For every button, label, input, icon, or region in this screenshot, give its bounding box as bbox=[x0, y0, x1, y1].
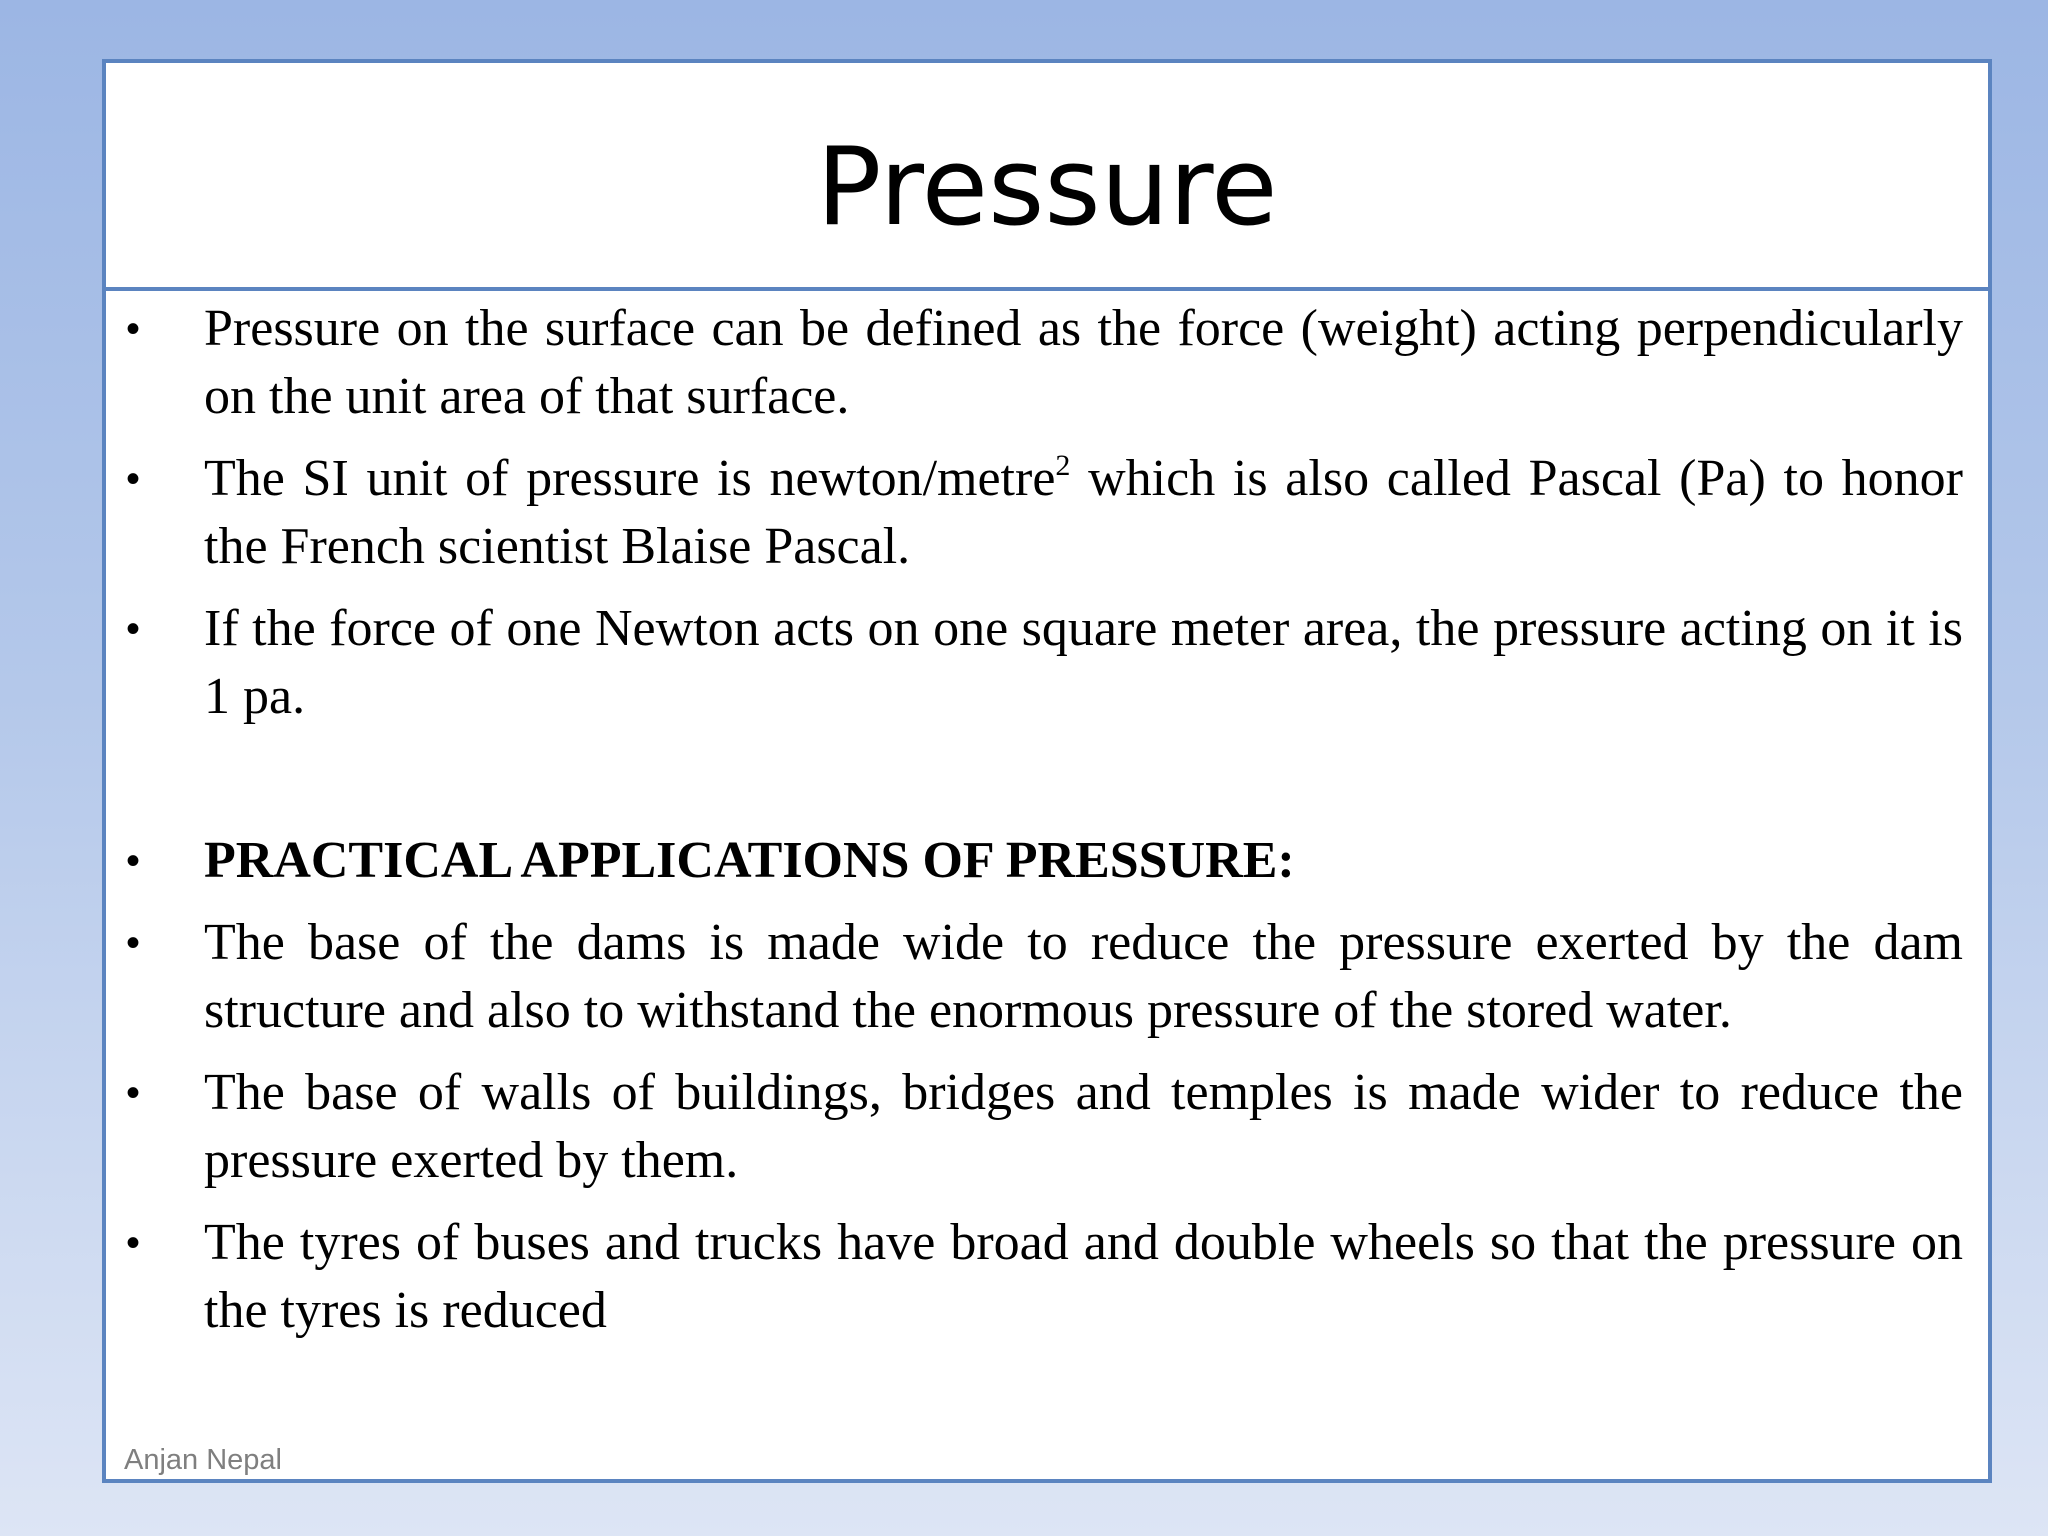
bullet-text: If the force of one Newton acts on one square meter area, the pressure acting on it is 1 pa. bbox=[204, 600, 1963, 725]
slide bbox=[102, 59, 1992, 1483]
slide-title: Pressure bbox=[816, 124, 1278, 250]
bullet-icon: • bbox=[126, 921, 141, 965]
superscript: 2 bbox=[1055, 449, 1071, 482]
author-footer: Anjan Nepal bbox=[124, 1444, 282, 1476]
bullet-text: The tyres of buses and trucks have broad and double wheels so that the pressure on the tyres is reduced bbox=[204, 1214, 1963, 1339]
bullet-icon: • bbox=[126, 307, 141, 351]
bullet-icon: • bbox=[126, 1221, 141, 1265]
section-heading: PRACTICAL APPLICATIONS OF PRESSURE: bbox=[204, 832, 1295, 889]
bullet-icon: • bbox=[126, 607, 141, 651]
bullet-text: The base of walls of buildings, bridges and temples is made wider to reduce the pressure exerted by them. bbox=[204, 1064, 1963, 1189]
bullet-icon: • bbox=[126, 839, 141, 883]
bullet-text: Pressure on the surface can be defined as the force (weight) acting perpendicularly on the unit area of that surface. bbox=[204, 300, 1963, 425]
bullet-text-part: The SI unit of pressure is newton/metre bbox=[204, 450, 1056, 507]
bullet-text bbox=[204, 445, 1963, 581]
bullet-text-part: which is also called Pascal (Pa) to honor the French scientist Blaise Pascal. bbox=[204, 450, 1963, 575]
bullet-icon: • bbox=[126, 457, 141, 501]
bullet-icon: • bbox=[126, 1071, 141, 1115]
bullet-text: The base of the dams is made wide to reduce the pressure exerted by the dam structure and also to withstand the enormous pressure of the stored water. bbox=[204, 914, 1963, 1039]
title-box bbox=[106, 63, 1988, 291]
